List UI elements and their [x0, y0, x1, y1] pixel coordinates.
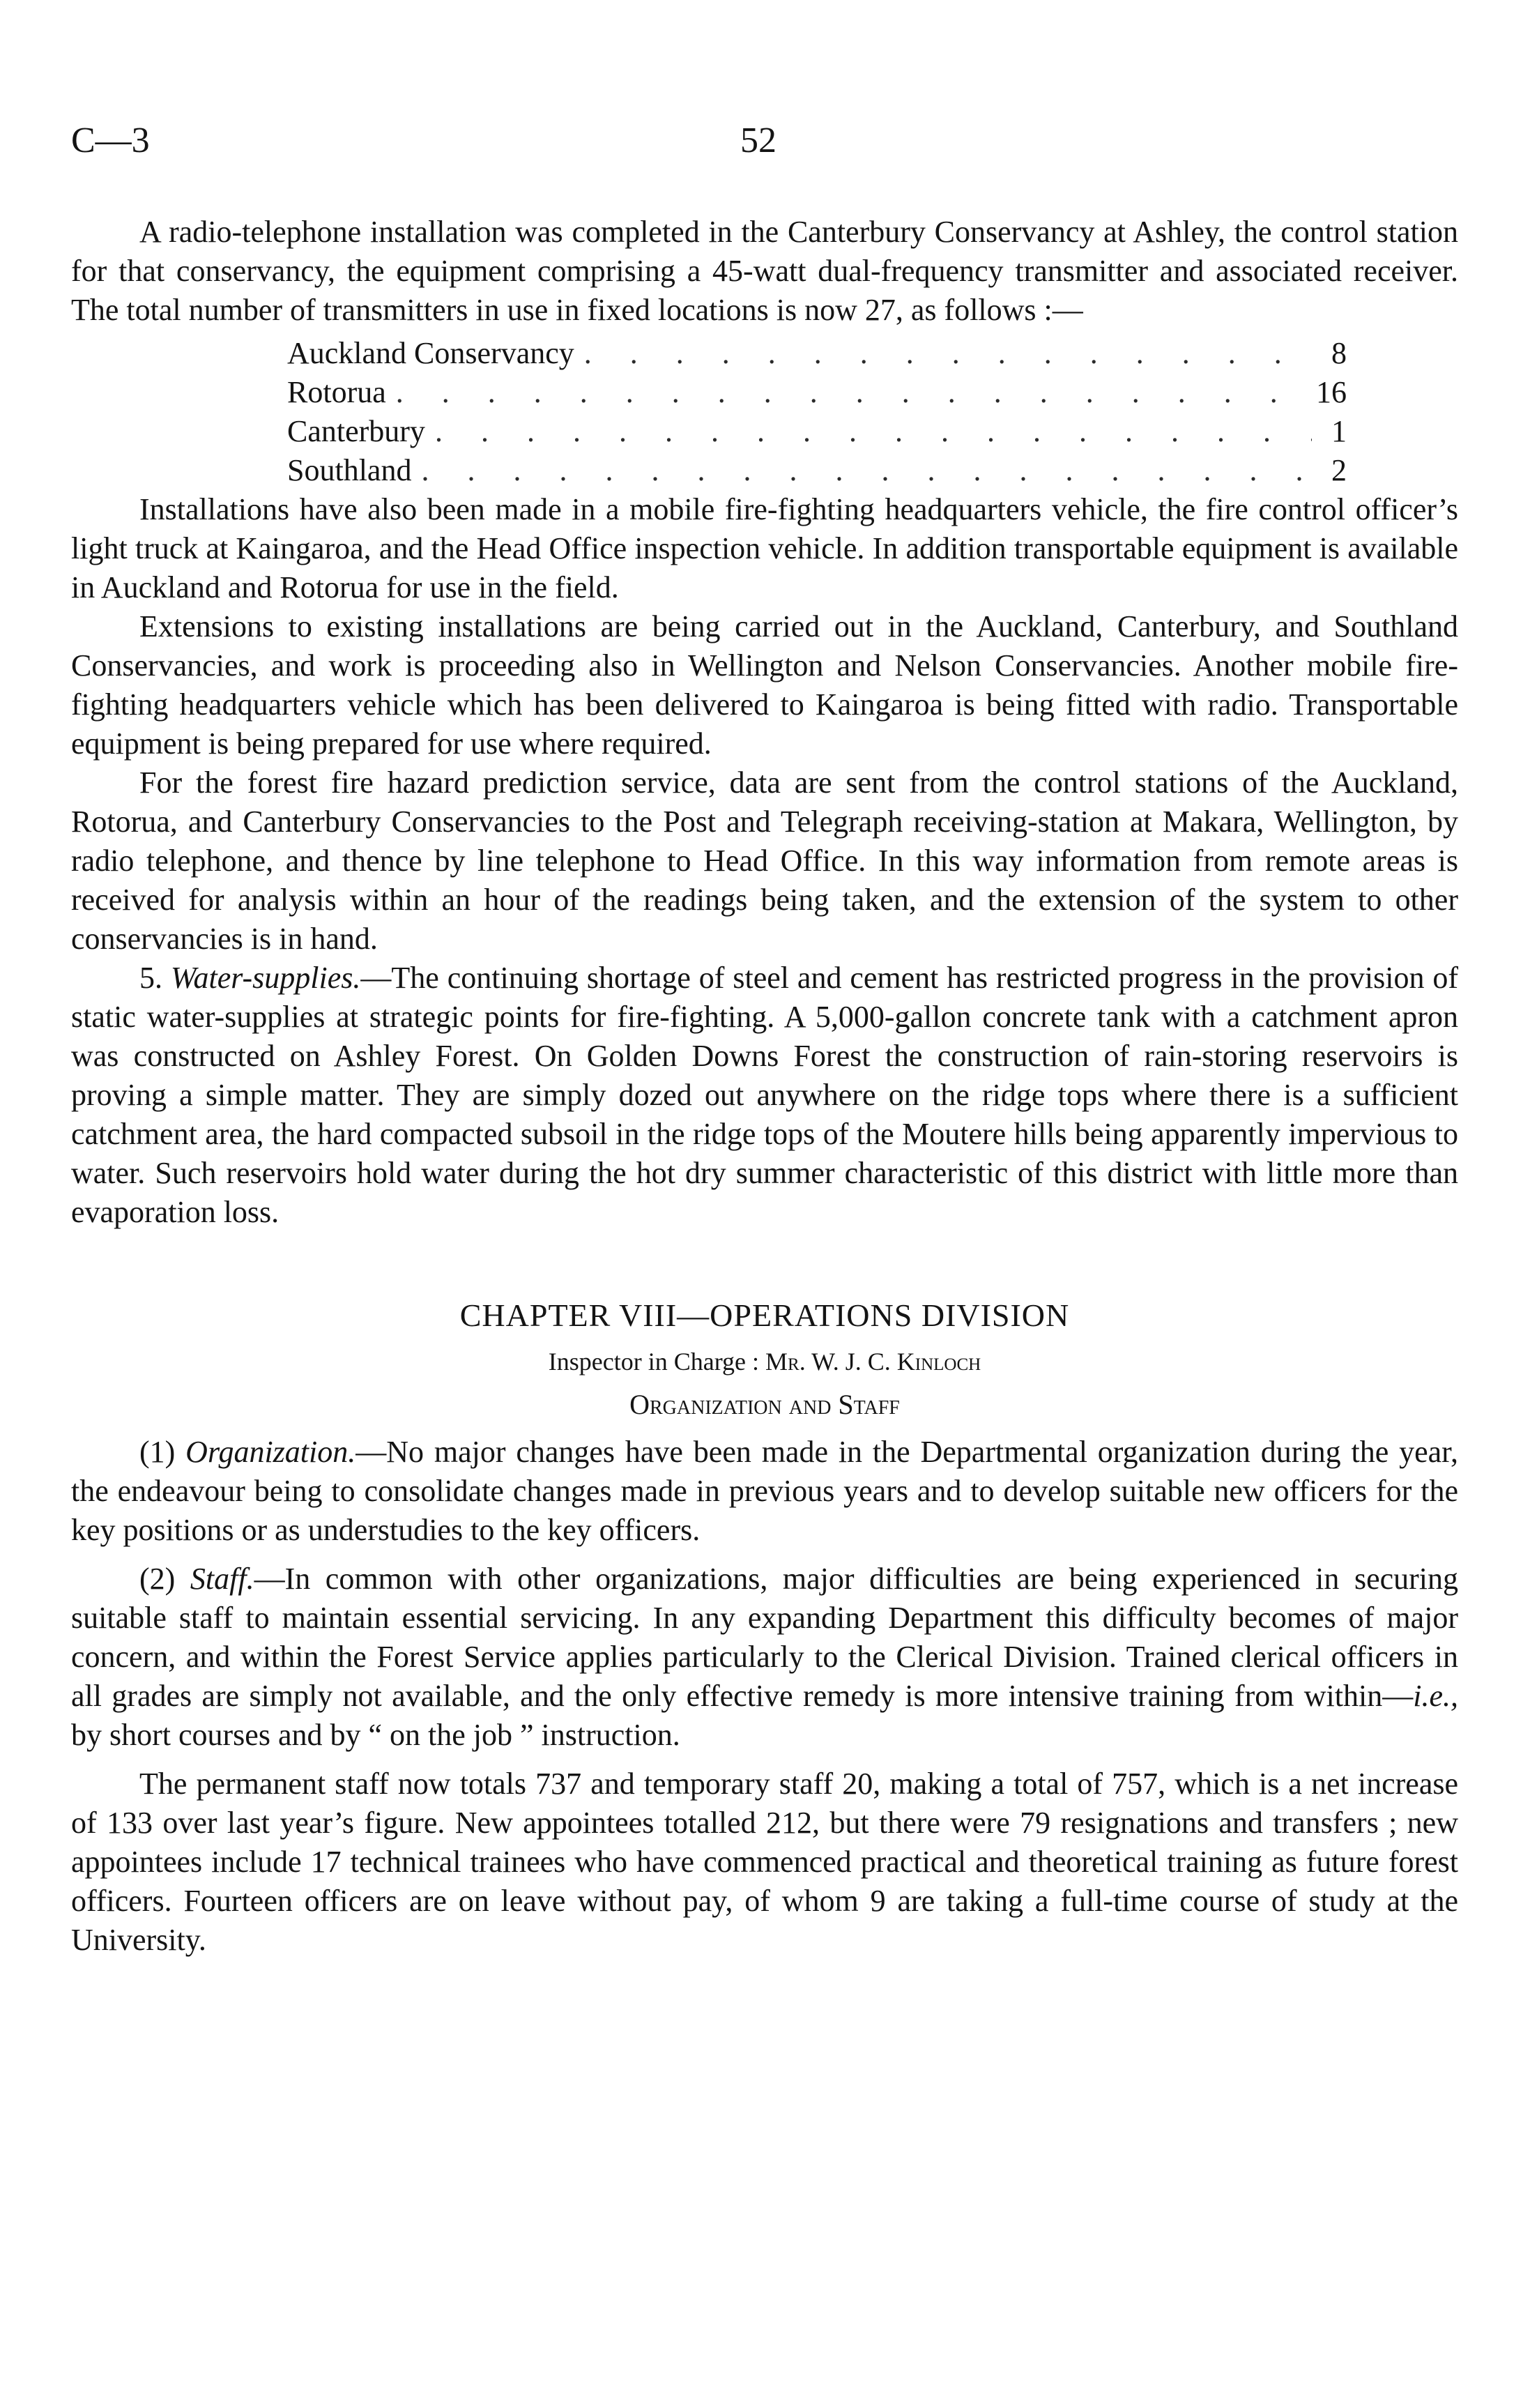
inspector-label: Inspector in Charge : [548, 1348, 760, 1376]
row-location: Rotorua [287, 375, 386, 409]
chapter-heading [71, 1295, 1458, 1426]
section-text: —In common with other organizations, major difficulties are being experienced in securing suitable staff to maintain essential servicing. In any expanding Department this difficulty becomes of major concern, and within the Forest Service applies particularly to the Clerical Division. Trained clerical officers in all grades are simply not available, and the only effective remedy is more intensive training from within— [71, 1562, 1459, 1713]
section-heading: Organization. [185, 1435, 356, 1469]
dot-leader [425, 412, 1312, 451]
paragraph-organization [71, 1433, 1458, 1550]
chapter-subtitle: Organization and Staff [629, 1389, 900, 1420]
paragraph-water-supplies [71, 959, 1458, 1232]
section-text: —No major changes have been made in the Departmental organization during the year, the endeavour being to consolidate changes made in previous years and to develop suitable new officers for the key positions or as understudies to the key officers. [71, 1435, 1459, 1547]
table-row [287, 373, 1347, 412]
page-header [71, 120, 1458, 169]
table-row [287, 334, 1347, 373]
paragraph-extensions: Extensions to existing installations are being carried out in the Auckland, Canterbury, and Southland Conservancies, and work is proceeding also in Wellington and Nelson Conservancies. Another mobile fire-fighting headquarters vehicle which has been delivered to Kaingaroa is being fitted with radio. Transportable equipment is being prepared for use where required. [71, 609, 1458, 761]
dot-leader [574, 334, 1312, 373]
paragraph-installations: Installations have also been made in a mobile fire-fighting headquarters vehicle, the fire control officer’s light truck at Kaingaroa, and the Head Office inspection vehicle. In addition transportable equipment is available in Auckland and Rotorua for use in the field. [71, 492, 1458, 604]
dot-leader [386, 373, 1312, 412]
spacer [71, 1550, 1458, 1560]
transmitter-table [71, 334, 1458, 490]
page-body [71, 213, 1458, 1960]
section-heading: Staff. [190, 1562, 254, 1596]
paragraph-fire-prediction: For the forest fire hazard prediction service, data are sent from the control stations of the Auckland, Rotorua, and Canterbury Conservancies to the Post and Telegraph receiving-station at Makara, Wellington, by radio telephone, and thence by line telephone to Head Office. In this way information from remote areas is received for analysis within an hour of the readings being taken, and the extension of the system to other conservancies is in hand. [71, 765, 1458, 956]
row-location: Auckland Conservancy [287, 336, 574, 370]
table-row [287, 412, 1347, 451]
dot-leader [411, 451, 1312, 490]
section-number: (2) [139, 1562, 176, 1596]
row-location: Canterbury [287, 414, 425, 448]
row-location: Southland [287, 453, 412, 487]
page-number: 52 [740, 121, 777, 160]
section-text-end: by short courses and by “ on the job ” instruction. [71, 1718, 680, 1752]
row-count: 8 [1331, 336, 1347, 370]
section-text: —The continuing shortage of steel and cement has restricted progress in the provision of static water-supplies at strategic points for fire-fighting. A 5,000-gallon concrete tank with a catchment apron was constructed on Ashley Forest. On Golden Downs Forest the construction of rain-storing reservoirs is proving a simple matter. They are simply dozed out anywhere on the ridge tops where there is a sufficient catchment area, the hard compacted subsoil in the ridge tops of the Moutere hills being apparently impervious to water. Such reservoirs hold water during the hot dry summer characteristic of this district with little more than evaporation loss. [71, 961, 1459, 1229]
inspector-name: Mr. W. J. C. Kinloch [765, 1348, 981, 1376]
paragraph-staff-totals: The permanent staff now totals 737 and temporary staff 20, making a total of 757, which is a net increase of 133 over last year’s figure. New appointees totalled 212, but there were 79 resignations and transfers ; new appointees include 17 technical trainees who have commenced practical and theoretical training as future forest officers. Fourteen officers are on leave without pay, of whom 9 are taking a full-time course of study at the University. [71, 1767, 1458, 1957]
section-heading: Water-supplies. [170, 961, 361, 995]
chapter-title: CHAPTER VIII—OPERATIONS DIVISION [459, 1297, 1070, 1333]
chapter-inspector [71, 1342, 1458, 1381]
row-count: 2 [1331, 453, 1347, 487]
row-count: 16 [1316, 375, 1347, 409]
ie-abbrev: i.e., [1413, 1679, 1458, 1713]
document-reference: C—3 [71, 121, 150, 160]
row-count: 1 [1331, 414, 1347, 448]
paragraph-radio-installation: A radio-telephone installation was completed in the Canterbury Conservancy at Ashley, the control station for that conservancy, the equipment comprising a 45-watt dual-frequency transmitter and associated receiver. The total number of transmitters in use in fixed locations is now 27, as follows :— [71, 215, 1458, 327]
paragraph-staff [71, 1560, 1458, 1755]
table-row [287, 451, 1347, 490]
section-number: 5. [139, 961, 162, 995]
section-number: (1) [139, 1435, 176, 1469]
spacer [71, 1755, 1458, 1765]
